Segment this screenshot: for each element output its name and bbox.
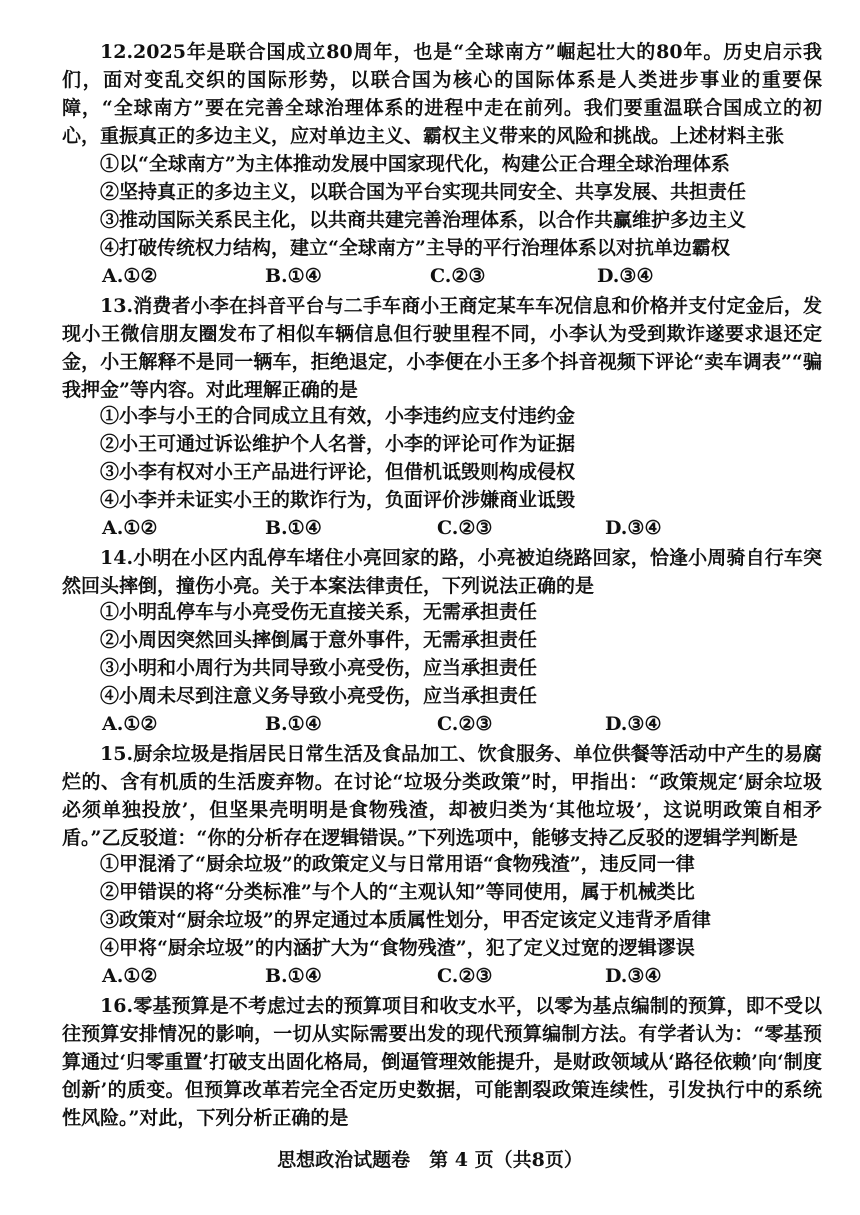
question-15-option-3: ③政策对“厨余垃圾”的界定通过本质属性划分，甲否定该定义违背矛盾律 bbox=[100, 909, 711, 931]
question-13-answer-c: C.②③ bbox=[437, 517, 493, 539]
question-13-stem: 13.消费者小李在抖音平台与二手车商小王商定某车车况信息和价格并支付定金后，发现小王微信朋友圈发布了相似车辆信息但行驶里程不同，小李认为受到欺诈遂要求退还定金，小王解释不是同一辆车，拒绝退定，小李便在小王多个抖音视频下评论“卖车调表”“骗我押金”等内容。对此理解正确的是 bbox=[62, 295, 822, 401]
question-15-answer-d: D.③④ bbox=[605, 965, 662, 987]
question-13-option-4: ④小李并未证实小王的欺诈行为，负面评价涉嫌商业诋毁 bbox=[100, 489, 576, 511]
question-14-option-1: ①小明乱停车与小亮受伤无直接关系，无需承担责任 bbox=[100, 601, 538, 623]
question-14-answer-c: C.②③ bbox=[437, 713, 493, 735]
question-14-answer-d: D.③④ bbox=[605, 713, 662, 735]
question-14-answer-a: A.①② bbox=[102, 713, 158, 735]
question-16-stem: 16.零基预算是不考虑过去的预算项目和收支水平，以零为基点编制的预算，即不受以往预算安排情况的影响，一切从实际需要出发的现代预算编制方法。有学者认为：“零基预算通过‘归零重置’打破支出固化格局，倒逼管理效能提升，是财政领域从‘路径依赖’向‘制度创新’的质变。但预算改革若完全否定历史数据，可能割裂政策连续性，引发执行中的系统性风险。”对此，下列分析正确的是 bbox=[62, 995, 822, 1129]
question-12-option-4: ④打破传统权力结构，建立“全球南方”主导的平行治理体系以对抗单边霸权 bbox=[100, 237, 730, 259]
question-14-option-4: ④小周未尽到注意义务导致小亮受伤，应当承担责任 bbox=[100, 685, 538, 707]
question-12-answer-a: A.①② bbox=[102, 265, 158, 287]
question-13-option-1: ①小李与小王的合同成立且有效，小李违约应支付违约金 bbox=[100, 405, 576, 427]
question-14-option-3: ③小明和小周行为共同导致小亮受伤，应当承担责任 bbox=[100, 657, 538, 679]
question-15-option-4: ④甲将“厨余垃圾”的内涵扩大为“食物残渣”，犯了定义过宽的逻辑谬误 bbox=[100, 937, 695, 959]
question-14-answer-b: B.①④ bbox=[265, 713, 322, 735]
question-15-stem: 15.厨余垃圾是指居民日常生活及食品加工、饮食服务、单位供餐等活动中产生的易腐烂的、含有机质的生活废弃物。在讨论“垃圾分类政策”时，甲指出：“政策规定‘厨余垃圾必须单独投放’，但坚果壳明明是食物残渣，却被归类为‘其他垃圾’，这说明政策自相矛盾。”乙反驳道：“你的分析存在逻辑错误。”下列选项中，能够支持乙反驳的逻辑学判断是 bbox=[62, 743, 822, 849]
question-15-option-2: ②甲错误的将“分类标准”与个人的“主观认知”等同使用，属于机械类比 bbox=[100, 881, 695, 903]
question-13-answer-d: D.③④ bbox=[605, 517, 662, 539]
question-12-answer-d: D.③④ bbox=[597, 265, 654, 287]
question-15-option-1: ①甲混淆了“厨余垃圾”的政策定义与日常用语“食物残渣”，违反同一律 bbox=[100, 853, 695, 875]
question-12-stem: 12.2025年是联合国成立80周年，也是“全球南方”崛起壮大的80年。历史启示我们，面对变乱交织的国际形势，以联合国为核心的国际体系是人类进步事业的重要保障，“全球南方”要在完善全球治理体系的进程中走在前列。我们要重温联合国成立的初心，重振真正的多边主义，应对单边主义、霸权主义带来的风险和挑战。上述材料主张 bbox=[62, 41, 822, 147]
question-15-answer-c: C.②③ bbox=[437, 965, 493, 987]
question-12-option-1: ①以“全球南方”为主体推动发展中国家现代化，构建公正合理全球治理体系 bbox=[100, 153, 730, 175]
page-footer: 思想政治试题卷 第 4 页（共8页） bbox=[277, 1149, 583, 1171]
question-14-option-2: ②小周因突然回头摔倒属于意外事件，无需承担责任 bbox=[100, 629, 538, 651]
question-12-answer-b: B.①④ bbox=[265, 265, 322, 287]
question-12-answer-c: C.②③ bbox=[430, 265, 486, 287]
question-13-option-3: ③小李有权对小王产品进行评论，但借机诋毁则构成侵权 bbox=[100, 461, 576, 483]
question-12-option-3: ③推动国际关系民主化，以共商共建完善治理体系，以合作共赢维护多边主义 bbox=[100, 209, 747, 231]
question-12-option-2: ②坚持真正的多边主义，以联合国为平台实现共同安全、共享发展、共担责任 bbox=[100, 181, 747, 203]
question-15-answer-b: B.①④ bbox=[265, 965, 322, 987]
question-15-answer-a: A.①② bbox=[102, 965, 158, 987]
question-13-option-2: ②小王可通过诉讼维护个人名誉，小李的评论可作为证据 bbox=[100, 433, 576, 455]
question-13-answer-b: B.①④ bbox=[265, 517, 322, 539]
question-13-answer-a: A.①② bbox=[102, 517, 158, 539]
question-14-stem: 14.小明在小区内乱停车堵住小亮回家的路，小亮被迫绕路回家，恰逢小周骑自行车突然回头摔倒，撞伤小亮。关于本案法律责任，下列说法正确的是 bbox=[62, 547, 822, 597]
